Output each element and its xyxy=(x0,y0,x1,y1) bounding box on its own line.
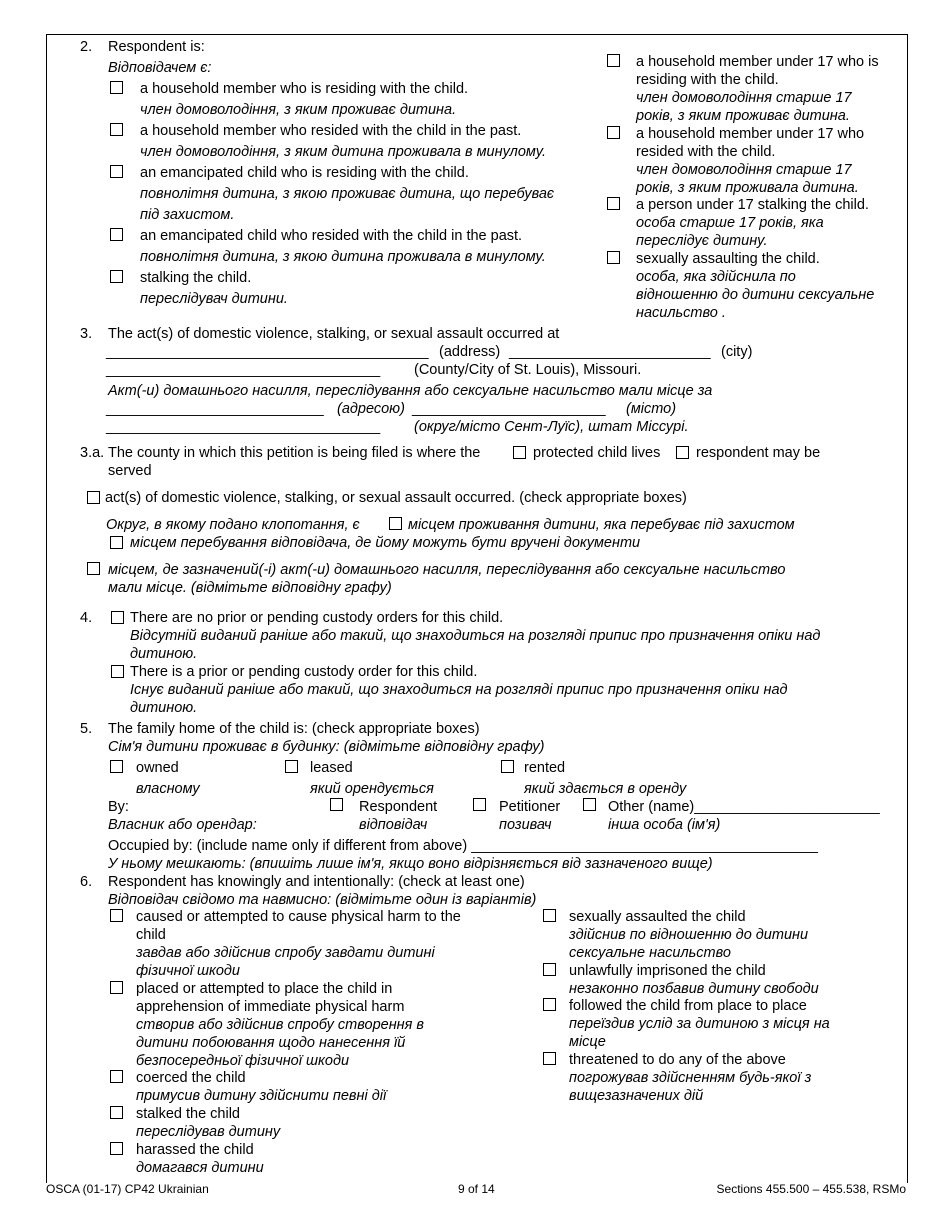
section-5-title-uk: Сім'я дитини проживає в будинку: (відмітьте відповідну графу) xyxy=(108,739,545,755)
checkbox-under17-residing[interactable] xyxy=(607,54,620,67)
option-label-uk: дитиною. xyxy=(130,646,198,662)
checkbox-emancipated-child-resided[interactable] xyxy=(110,228,123,241)
checkbox-respondent[interactable] xyxy=(330,798,343,811)
checkbox-sexually-assaulting[interactable] xyxy=(607,251,620,264)
option-label-uk: місце xyxy=(569,1034,606,1050)
checkbox-household-member-residing[interactable] xyxy=(110,81,123,94)
option-label: threatened to do any of the above xyxy=(569,1052,786,1068)
checkbox-rented[interactable] xyxy=(501,760,514,773)
option-label: respondent may be xyxy=(696,445,821,461)
checkbox-stalking-child[interactable] xyxy=(110,270,123,283)
option-label-uk: інша особа (ім'я) xyxy=(608,817,721,833)
checkbox-stalked[interactable] xyxy=(110,1106,123,1119)
option-label: sexually assaulting the child. xyxy=(636,251,820,267)
option-label-uk: особа, яка здійснила по xyxy=(636,269,796,285)
option-label: served xyxy=(108,463,152,479)
option-label: There is a prior or pending custody order for this child. xyxy=(130,664,478,680)
option-label: placed or attempted to place the child in xyxy=(136,981,393,997)
option-label-uk: фізичної шкоди xyxy=(136,963,240,979)
section-3-text: The act(s) of domestic violence, stalking, or sexual assault occurred at xyxy=(108,326,560,342)
option-label: stalked the child xyxy=(136,1106,240,1122)
section-2-title-uk: Відповідачем є: xyxy=(108,60,212,76)
option-label-uk: завдав або здійснив спробу завдати дитині xyxy=(136,945,435,961)
option-label: residing with the child. xyxy=(636,72,779,88)
checkbox-sexually-assaulted[interactable] xyxy=(543,909,556,922)
section-6-title-uk: Відповідач свідомо та навмисно: (відмітьте один із варіантів) xyxy=(108,892,537,908)
option-label-uk: Існує виданий раніше або такий, що знаходиться на розгляді припис про призначення опіки над xyxy=(130,682,788,698)
option-label-uk: член домоволодіння, з яким дитина проживала в минулому. xyxy=(140,144,547,160)
option-label-uk: член домоволодіння, з яким проживає дитина. xyxy=(140,102,457,118)
address-field[interactable]: ________________________________________ xyxy=(106,344,429,360)
option-label: a household member who resided with the child in the past. xyxy=(140,123,522,139)
checkbox-harassed[interactable] xyxy=(110,1142,123,1155)
option-label-uk: незаконно позбавив дитину свободи xyxy=(569,981,819,997)
footer-page-number: 9 of 14 xyxy=(458,1182,495,1196)
option-label-uk: примусив дитину здійснити певні дії xyxy=(136,1088,387,1104)
option-label-uk: створив або здійснив спробу створення в xyxy=(136,1017,424,1033)
option-label: a household member under 17 who is xyxy=(636,54,879,70)
checkbox-under17-resided[interactable] xyxy=(607,126,620,139)
option-label-uk: особа старше 17 років, яка xyxy=(636,215,824,231)
option-label: owned xyxy=(136,760,179,776)
checkbox-leased[interactable] xyxy=(285,760,298,773)
other-name-field[interactable]: Other (name)_______________________ xyxy=(608,799,880,815)
option-label: followed the child from place to place xyxy=(569,998,807,1014)
option-label-uk: переслідує дитину. xyxy=(636,233,768,249)
checkbox-apprehension-of-harm[interactable] xyxy=(110,981,123,994)
option-label-uk: позивач xyxy=(499,817,552,833)
section-2-title: Respondent is: xyxy=(108,39,205,55)
section-6-title: Respondent has knowingly and intentionally: (check at least one) xyxy=(108,874,525,890)
checkbox-acts-occurred-uk[interactable] xyxy=(87,562,100,575)
option-label-uk: дитини побоювання щодо нанесення їй xyxy=(136,1035,406,1051)
option-label-uk: насильство . xyxy=(636,305,726,321)
option-label-uk: дитиною. xyxy=(130,700,198,716)
option-label-uk: власному xyxy=(136,781,200,797)
checkbox-threatened[interactable] xyxy=(543,1052,556,1065)
checkbox-unlawfully-imprisoned[interactable] xyxy=(543,963,556,976)
checkbox-followed[interactable] xyxy=(543,998,556,1011)
section-3a-number: 3.a. xyxy=(80,445,105,461)
option-label-uk: років, з яким проживає дитина. xyxy=(636,108,850,124)
option-label: a household member under 17 who xyxy=(636,126,865,142)
option-label: an emancipated child who is residing with the child. xyxy=(140,165,469,181)
option-label-uk: домагався дитини xyxy=(136,1160,264,1176)
checkbox-physical-harm[interactable] xyxy=(110,909,123,922)
option-label-uk: відношенню до дитини сексуальне xyxy=(636,287,875,303)
option-label: There are no prior or pending custody orders for this child. xyxy=(130,610,504,626)
section-2-number: 2. xyxy=(80,39,93,55)
city-field[interactable]: _________________________ xyxy=(509,344,711,360)
option-label-uk: переслідувач дитини. xyxy=(140,291,288,307)
checkbox-household-member-resided[interactable] xyxy=(110,123,123,136)
option-label-uk: Відсутній виданий раніше або такий, що знаходиться на розгляді припис про призначення опіки над xyxy=(130,628,821,644)
city-label: (city) xyxy=(721,344,753,360)
section-3a-text: The county in which this petition is being filed is where the xyxy=(108,445,481,461)
option-label: Respondent xyxy=(359,799,438,815)
option-label-uk: років, з яким проживала дитина. xyxy=(636,180,859,196)
option-label: child xyxy=(136,927,166,943)
option-label: a person under 17 stalking the child. xyxy=(636,197,869,213)
section-3a-text-uk: Округ, в якому подано клопотання, є xyxy=(106,517,360,533)
section-3-text-uk: Акт(-и) домашнього насилля, переслідування або сексуальне насильство мали місце за xyxy=(108,383,713,399)
section-5-number: 5. xyxy=(80,721,93,737)
option-label-uk: який орендується xyxy=(310,781,434,797)
city-field-uk[interactable]: ________________________ xyxy=(412,401,606,417)
option-label: apprehension of immediate physical harm xyxy=(136,999,405,1015)
option-label-uk: місцем, де зазначений(-і) акт(-и) домашнього насилля, переслідування або сексуальне насильство xyxy=(108,562,786,578)
section-3-number: 3. xyxy=(80,326,93,342)
checkbox-emancipated-child-residing[interactable] xyxy=(110,165,123,178)
option-label: caused or attempted to cause physical harm to the xyxy=(136,909,461,925)
checkbox-protected-child-lives[interactable] xyxy=(513,446,526,459)
address-label: (address) xyxy=(439,344,501,360)
option-label: act(s) of domestic violence, stalking, or sexual assault occurred. (check appropriate boxes) xyxy=(105,490,687,506)
footer-form-code: OSCA (01-17) CP42 Ukrainian xyxy=(46,1182,209,1196)
city-label-uk: (місто) xyxy=(626,401,677,417)
address-label-uk: (адресою) xyxy=(337,401,405,417)
section-4-number: 4. xyxy=(80,610,93,626)
option-label-uk: повнолітня дитина, з якою дитина проживала в минулому. xyxy=(140,249,546,265)
county-label-uk: (округ/місто Сент-Луїс), штат Міссурі. xyxy=(414,419,689,435)
option-label-uk: погрожував здійсненням будь-якої з xyxy=(569,1070,812,1086)
option-label-uk: місцем проживання дитини, яка перебуває під захистом xyxy=(408,517,795,533)
checkbox-petitioner[interactable] xyxy=(473,798,486,811)
checkbox-respondent-served-uk[interactable] xyxy=(110,536,123,549)
county-label: (County/City of St. Louis), Missouri. xyxy=(414,362,642,378)
option-label: an emancipated child who resided with the child in the past. xyxy=(140,228,523,244)
option-label-uk: сексуальне насильство xyxy=(569,945,731,961)
checkbox-under17-stalking[interactable] xyxy=(607,197,620,210)
by-label-uk: Власник або орендар: xyxy=(108,817,257,833)
checkbox-respondent-served[interactable] xyxy=(676,446,689,459)
option-label-uk: член домоволодіння старше 17 xyxy=(636,90,852,106)
occupied-by-label-uk: У ньому мешкають: (впишіть лише ім'я, якщо воно відрізняється від зазначеного вище) xyxy=(108,856,713,872)
checkbox-owned[interactable] xyxy=(110,760,123,773)
option-label-uk: відповідач xyxy=(359,817,428,833)
option-label-uk: вищезазначених дій xyxy=(569,1088,704,1104)
option-label-uk: переслідував дитину xyxy=(136,1124,281,1140)
option-label: leased xyxy=(310,760,353,776)
option-label-uk: член домоволодіння старше 17 xyxy=(636,162,852,178)
checkbox-coerced[interactable] xyxy=(110,1070,123,1083)
option-label: coerced the child xyxy=(136,1070,246,1086)
option-label: a household member who is residing with the child. xyxy=(140,81,469,97)
county-field[interactable]: __________________________________ xyxy=(106,362,381,378)
option-label: stalking the child. xyxy=(140,270,252,286)
checkbox-other[interactable] xyxy=(583,798,596,811)
checkbox-custody-order-exists[interactable] xyxy=(111,665,124,678)
option-label: rented xyxy=(524,760,566,776)
option-label-uk: повнолітня дитина, з якою проживає дитина, що перебуває xyxy=(140,186,555,202)
option-label-uk: місцем перебування відповідача, де йому можуть бути вручені документи xyxy=(130,535,641,551)
option-label-uk: який здається в оренду xyxy=(524,781,687,797)
option-label-uk: безпосередньої фізичної шкоди xyxy=(136,1053,350,1069)
checkbox-protected-child-lives-uk[interactable] xyxy=(389,517,402,530)
address-field-uk[interactable]: ___________________________ xyxy=(106,401,324,417)
section-6-number: 6. xyxy=(80,874,93,890)
footer-sections: Sections 455.500 – 455.538, RSMo xyxy=(716,1182,906,1196)
option-label: sexually assaulted the child xyxy=(569,909,746,925)
option-label-uk: мали місце. (відмітьте відповідну графу) xyxy=(108,580,392,596)
option-label-uk: переїздив услід за дитиною з місця на xyxy=(569,1016,830,1032)
option-label: Petitioner xyxy=(499,799,561,815)
option-label: unlawfully imprisoned the child xyxy=(569,963,766,979)
option-label-uk: під захистом. xyxy=(140,207,235,223)
option-label: protected child lives xyxy=(533,445,661,461)
section-5-title: The family home of the child is: (check appropriate boxes) xyxy=(108,721,480,737)
option-label: harassed the child xyxy=(136,1142,254,1158)
option-label-uk: здійснив по відношенню до дитини xyxy=(569,927,809,943)
checkbox-no-custody-orders[interactable] xyxy=(111,611,124,624)
county-field-uk[interactable]: __________________________________ xyxy=(106,419,381,435)
occupied-by-field[interactable]: Occupied by: (include name only if different from above) ___________________________________________ xyxy=(108,838,818,854)
by-label: By: xyxy=(108,799,129,815)
option-label: resided with the child. xyxy=(636,144,776,160)
checkbox-acts-occurred[interactable] xyxy=(87,491,100,504)
